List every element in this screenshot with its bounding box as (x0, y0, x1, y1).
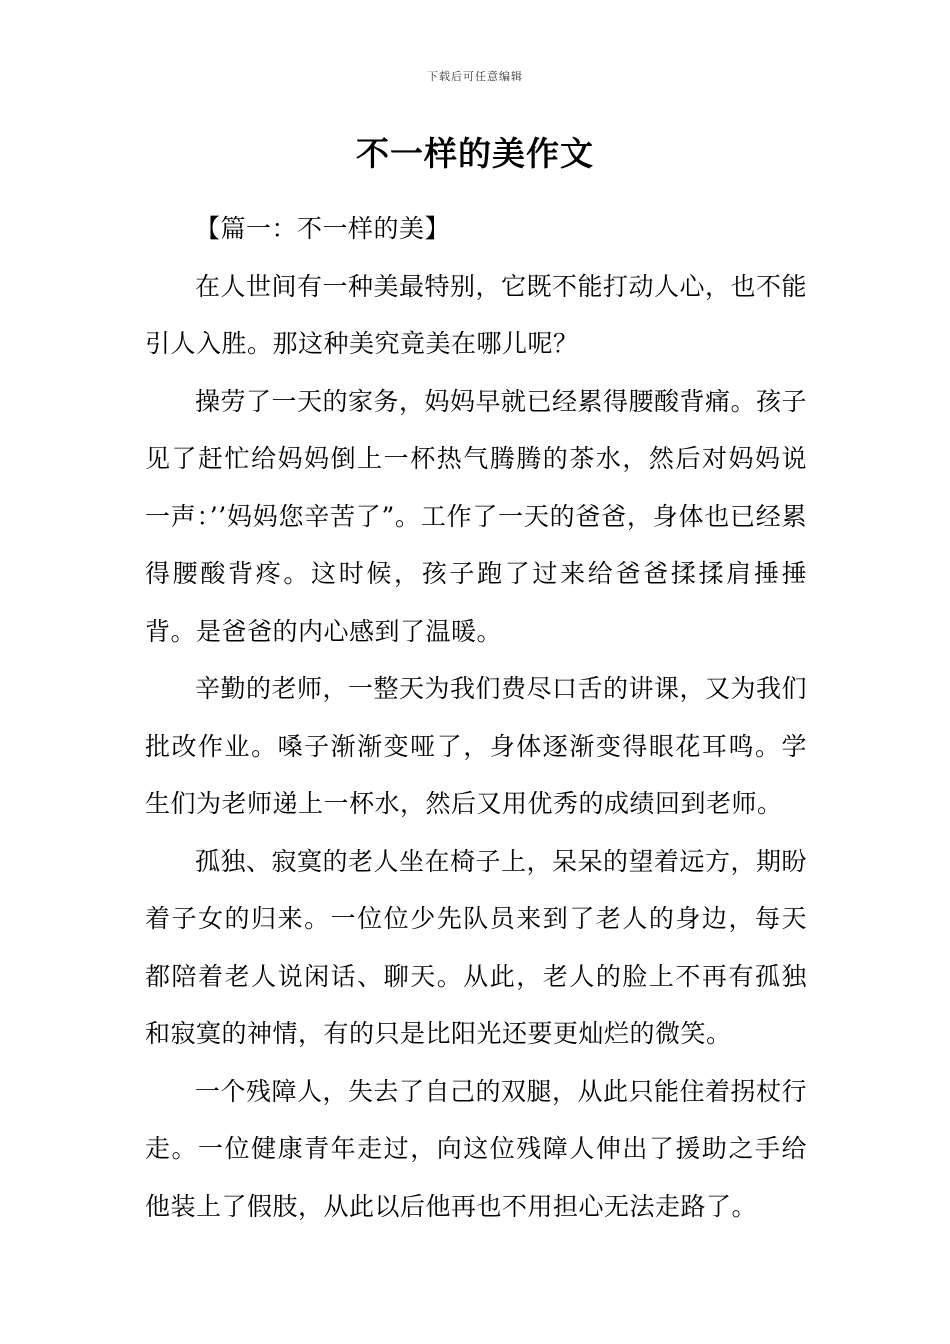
section-heading: 【篇一：不一样的美】 (195, 214, 451, 243)
document-title: 不一样的美作文 (356, 134, 594, 173)
document-body (145, 200, 807, 1235)
paragraph: 一个残障人，失去了自己的双腿，从此只能住着拐杖行走。一位健康青年走过，向这位残障人伸出了援助之手给他装上了假肢，从此以后他再也不用担心无法走路了。 (145, 1076, 808, 1221)
header-note: 下载后可任意编辑 (427, 70, 523, 83)
paragraph: 辛勤的老师，一整天为我们费尽口舌的讲课，又为我们批改作业。嗓子渐渐变哑了，身体逐渐变得眼花耳鸣。学生们为老师递上一杯水，然后又用优秀的成绩回到老师。 (145, 674, 808, 818)
paragraph: 孤独、寂寞的老人坐在椅子上，呆呆的望着远方，期盼着子女的归来。一位位少先队员来到了老人的身边，每天都陪着老人说闲话、聊天。从此，老人的脸上不再有孤独和寂寞的神情，有的只是比阳光还要更灿烂的微笑。 (145, 846, 808, 1048)
paragraph: 在人世间有一种美最特别，它既不能打动人心，也不能引人入胜。那这种美究竟美在哪儿呢？ (145, 271, 808, 358)
paragraph: 操劳了一天的家务，妈妈早就已经累得腰酸背痛。孩子见了赶忙给妈妈倒上一杯热气腾腾的茶水，然后对妈妈说一声：’’妈妈您辛苦了”。工作了一天的爸爸，身体也已经累得腰酸背疼。这时候，孩子跑了过来给爸爸揉揉肩捶捶背。是爸爸的内心感到了温暖。 (145, 386, 808, 646)
